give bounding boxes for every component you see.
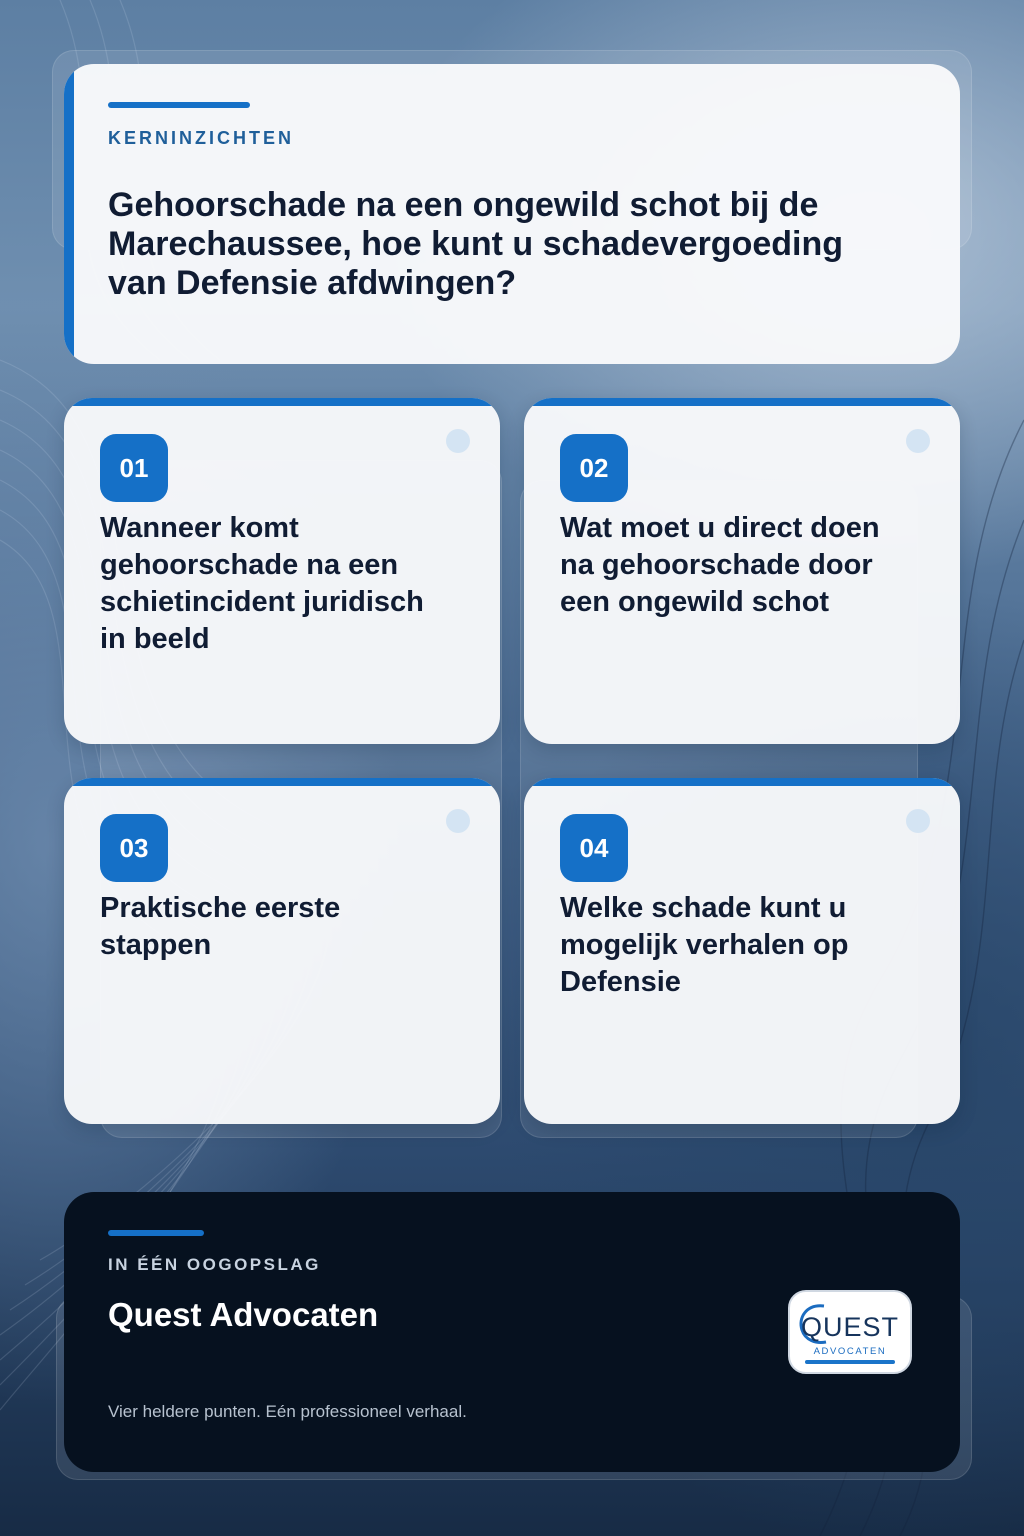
- card-top-bar: [524, 398, 960, 406]
- card-number-badge: 02: [560, 434, 628, 502]
- insight-card-3: [64, 778, 500, 1124]
- header-accent-line: [108, 102, 250, 108]
- card-heading: Wanneer komt gehoorschade na een schietincident juridisch in beeld: [100, 512, 424, 655]
- quest-logo: [788, 1290, 912, 1374]
- card-dot-icon: [446, 809, 470, 833]
- card-dot-icon: [906, 809, 930, 833]
- insight-card-2: [524, 398, 960, 744]
- footer-title: Quest Advocaten: [108, 1296, 379, 1333]
- page-title: Gehoorschade na een ongewild schot bij de Marechaussee, hoe kunt u schadevergoeding van Defensie afdwingen?: [108, 186, 844, 302]
- insight-card-4: [524, 778, 960, 1124]
- footer-tagline: Vier heldere punten. Eén professioneel verhaal.: [108, 1402, 467, 1421]
- footer-card: [64, 1192, 960, 1472]
- logo-underline: [805, 1360, 895, 1364]
- logo-wordmark: QUEST: [800, 1312, 899, 1342]
- card-heading: Praktische eerste stappen: [100, 892, 341, 961]
- card-dot-icon: [906, 429, 930, 453]
- header-accent-bar: [64, 64, 74, 364]
- card-heading: Wat moet u direct doen na gehoorschade door een ongewild schot: [560, 512, 880, 618]
- card-top-bar: [64, 398, 500, 406]
- footer-eyebrow: IN ÉÉN OOGOPSLAG: [108, 1255, 321, 1274]
- card-number-badge: 01: [100, 434, 168, 502]
- header-card: [64, 64, 960, 364]
- card-dot-icon: [446, 429, 470, 453]
- card-number-badge: 03: [100, 814, 168, 882]
- card-heading: Welke schade kunt u mogelijk verhalen op Defensie: [560, 892, 849, 998]
- card-top-bar: [524, 778, 960, 786]
- header-eyebrow: KERNINZICHTEN: [108, 128, 294, 148]
- card-top-bar: [64, 778, 500, 786]
- insight-card-1: [64, 398, 500, 744]
- card-number-badge: 04: [560, 814, 628, 882]
- logo-subtitle: ADVOCATEN: [813, 1346, 887, 1357]
- footer-accent-line: [108, 1230, 204, 1236]
